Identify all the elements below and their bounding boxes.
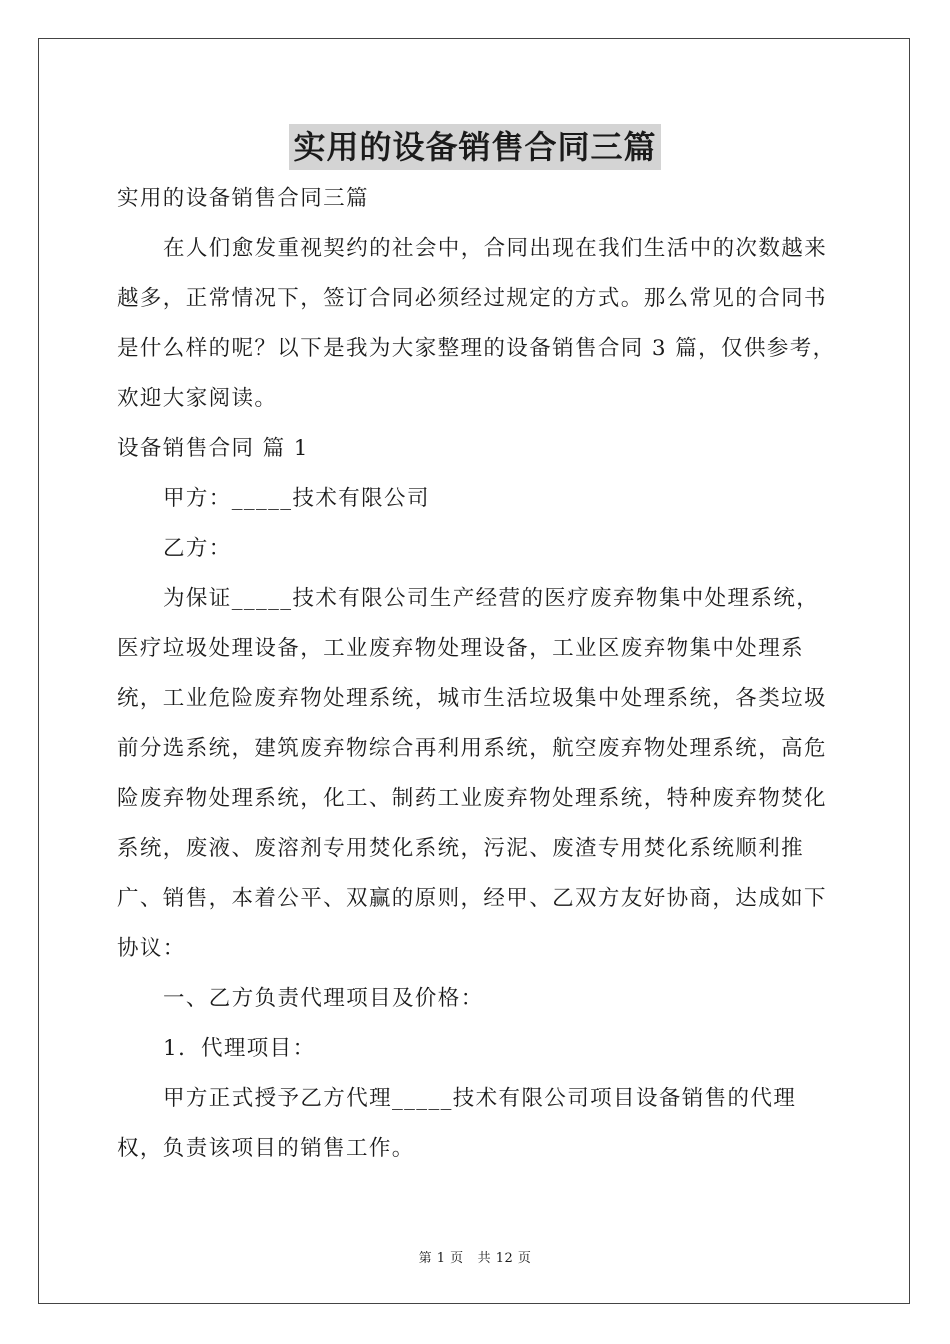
page-footer <box>0 1247 950 1266</box>
section-heading: 设备销售合同 篇 1 <box>117 436 309 461</box>
document-body <box>117 174 842 1174</box>
page-total: 共 12 页 <box>477 1251 532 1266</box>
subtitle-paragraph: 实用的设备销售合同三篇 <box>117 186 369 211</box>
party-b-line: 乙方： <box>163 536 232 561</box>
clause-item-heading: 1．代理项目： <box>163 1036 316 1061</box>
document-title: 实用的设备销售合同三篇 <box>289 124 660 170</box>
clause-item-paragraph: 甲方正式授予乙方代理_____技术有限公司项目设备销售的代理权，负责该项目的销售工作。 <box>117 1086 797 1161</box>
purpose-paragraph: 为保证_____技术有限公司生产经营的医疗废弃物集中处理系统，医疗垃圾处理设备，工业废弃物处理设备，工业区废弃物集中处理系统，工业危险废弃物处理系统，城市生活垃圾集中处理系统，各类垃圾前分选系统，建筑废弃物综合再利用系统，航空废弃物处理系统，高危险废弃物处理系统，化工、制药工业废弃物处理系统，特种废弃物焚化系统，废液、废溶剂专用焚化系统，污泥、废渣专用焚化系统顺利推广、销售，本着公平、双赢的原则，经甲、乙双方友好协商，达成如下协议： <box>117 586 827 961</box>
intro-paragraph: 在人们愈发重视契约的社会中，合同出现在我们生活中的次数越来越多，正常情况下，签订合同必须经过规定的方式。那么常见的合同书是什么样的呢？以下是我为大家整理的设备销售合同 3 篇，仅供参考，欢迎大家阅读。 <box>117 236 836 411</box>
title-container <box>0 124 950 170</box>
clause-heading: 一、乙方负责代理项目及价格： <box>163 986 484 1011</box>
page-number: 第 1 页 <box>418 1251 464 1266</box>
party-a-line: 甲方：_____技术有限公司 <box>163 486 430 511</box>
